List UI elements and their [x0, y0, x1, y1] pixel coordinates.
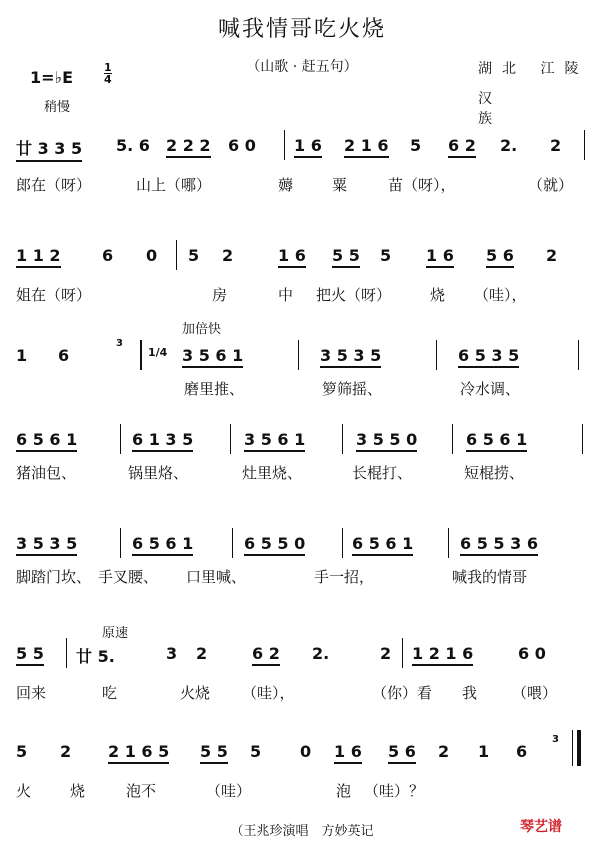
tempo-marking-original: 原速 [102, 626, 129, 641]
notes-row [16, 338, 588, 370]
notes-row [16, 136, 588, 160]
score-line-3 [16, 338, 588, 402]
note-group: 5. 6 [116, 136, 150, 155]
bar-line [176, 240, 177, 270]
note-group: 3 5 6 1 [244, 430, 305, 452]
lyric: 烧 [430, 286, 446, 304]
lyric: 脚踏门坎、 [16, 568, 92, 586]
note-group: 5 [16, 742, 28, 761]
lyric: 灶里烧、 [242, 464, 303, 482]
lyric: 吃 [102, 684, 118, 702]
bar-line [230, 424, 231, 454]
lyric: 山上（哪） [136, 176, 212, 194]
notes-row [16, 644, 588, 668]
note-group: 6 5 6 1 [132, 534, 193, 556]
note-group: 1 [16, 346, 28, 365]
note-group: 5 5 [200, 742, 228, 764]
note-group: 5 [250, 742, 262, 761]
performance-credit: （王兆珍演唱 方妙英记 [230, 824, 374, 839]
lyric: （哇） [206, 782, 252, 800]
note-group: 2 [222, 246, 234, 265]
lyric: 喊我的情哥 [452, 568, 528, 586]
time-signature-top: 1 [104, 61, 112, 74]
bar-line [342, 424, 343, 454]
note-group: 3 [166, 644, 178, 663]
note-group: 5 5 [332, 246, 360, 268]
bar-line [120, 528, 121, 558]
score-line-5 [16, 534, 588, 590]
lyric: 猪油包、 [16, 464, 77, 482]
song-subtitle: （山歌 · 赶五句） [246, 59, 358, 75]
lyric: 长棍打、 [352, 464, 413, 482]
note-group: 6 0 [518, 644, 546, 663]
lyric: （喂） [512, 684, 558, 702]
lyrics-row [16, 566, 588, 590]
lyric: 苗（呀）， [388, 176, 456, 194]
note-group: 1 2 1 6 [412, 644, 473, 666]
lyric: 锅里烙、 [128, 464, 189, 482]
note-group: 6 5 6 1 [16, 430, 77, 452]
note-group: 1 6 [294, 136, 322, 158]
lyric: 郎在（呀） [16, 176, 92, 194]
notes-row [16, 246, 588, 270]
note-group: 1 6 [278, 246, 306, 268]
lyric: 泡不 [126, 782, 157, 800]
note-group: 6 1 3 5 [132, 430, 193, 452]
bar-line [120, 424, 121, 454]
lyric: （哇）， [242, 684, 295, 702]
bar-line [66, 638, 67, 668]
lyric: 磨里推、 [184, 380, 245, 398]
note-group: 3 5 3 5 [16, 534, 77, 556]
lyrics-row [16, 682, 588, 706]
note-group: 2. [312, 644, 330, 663]
lyrics-row [16, 378, 588, 402]
note-group: 6 2 [252, 644, 280, 666]
note-group: 6 [102, 246, 114, 265]
lyric: 回来 [16, 684, 47, 702]
note-group: 0 [146, 246, 158, 265]
note-group: 2 [438, 742, 450, 761]
key-signature: 1=♭E [30, 68, 74, 87]
final-bar-line [577, 730, 581, 766]
note-group: 3 [552, 734, 559, 745]
lyric: 烧 [70, 782, 86, 800]
song-title: 喊我情哥吃火烧 [217, 17, 386, 42]
bar-line [584, 130, 585, 160]
lyric: 手叉腰、 [98, 568, 159, 586]
watermark-logo: 琴艺谱 [520, 819, 562, 835]
lyric: 手一招， [314, 568, 375, 586]
score-line-7 [16, 734, 588, 804]
note-group: 1 [478, 742, 490, 761]
note-group: 3 5 3 5 [320, 346, 381, 368]
lyric: 箩筛摇、 [322, 380, 383, 398]
lyric: 火烧 [180, 684, 211, 702]
note-group: 3 [116, 338, 123, 349]
lyric: （哇）， [474, 286, 527, 304]
lyric: 泡 [336, 782, 352, 800]
lyric: （你）看 [372, 684, 433, 702]
note-group: 3 5 5 0 [356, 430, 417, 452]
bar-line [452, 424, 453, 454]
lyric: 短棍捞、 [464, 464, 525, 482]
lyric: 冷水调、 [460, 380, 521, 398]
note-group: 2 2 2 [166, 136, 211, 158]
lyric: 粟 [332, 176, 348, 194]
note-group: 1 6 [426, 246, 454, 268]
notes-row [16, 430, 588, 454]
bar-line [298, 340, 299, 370]
bar-line [578, 340, 579, 370]
note-group: 5 6 [388, 742, 416, 764]
time-signature-bottom: 4 [104, 73, 112, 86]
bar-line [342, 528, 343, 558]
tempo-marking-faster: 加倍快 [182, 322, 222, 337]
note-group: 6 5 3 5 [458, 346, 519, 368]
note-group: 6 5 6 1 [352, 534, 413, 556]
bar-line [232, 528, 233, 558]
time-signature [104, 62, 112, 85]
note-group: 5 [380, 246, 392, 265]
note-group: 1 6 [334, 742, 362, 764]
note-group: 2 [196, 644, 208, 663]
note-group: 2 [60, 742, 72, 761]
bar-line [284, 130, 285, 160]
lyric: （哇）？ [364, 782, 425, 800]
tempo-marking-start: 稍慢 [44, 100, 71, 115]
lyric: （就） [528, 176, 574, 194]
note-group: 2 1 6 5 [108, 742, 169, 764]
lyric: 房 [212, 286, 228, 304]
lyric: 把火（呀） [316, 286, 392, 304]
lyrics-row [16, 174, 588, 198]
note-group: 6 5 5 0 [244, 534, 305, 556]
note-group: 2 [546, 246, 558, 265]
song-ethnic-group: 汉 族 [478, 91, 530, 127]
note-group: 2 [380, 644, 392, 663]
bar-line [402, 638, 403, 668]
note-group: 2 [550, 136, 562, 155]
note-group: 廿 3 3 5 [16, 136, 82, 162]
note-group: 2 1 6 [344, 136, 389, 158]
note-group: 5 [410, 136, 422, 155]
note-group: 5 [188, 246, 200, 265]
lyric: 口里喊、 [186, 568, 247, 586]
lyrics-row [16, 462, 588, 486]
lyric: 姐在（呀） [16, 286, 92, 304]
note-group: 5 5 [16, 644, 44, 666]
note-group: 0 [300, 742, 312, 761]
note-group: 2. [500, 136, 518, 155]
score-line-2 [16, 246, 588, 308]
notes-row [16, 734, 588, 766]
score-line-4 [16, 430, 588, 486]
note-group: 6 0 [228, 136, 256, 155]
song-region: 湖北 江陵 [478, 61, 589, 77]
note-group: 3 5 6 1 [182, 346, 243, 368]
note-group: 6 2 [448, 136, 476, 158]
score-line-6 [16, 644, 588, 706]
note-group: 6 [58, 346, 70, 365]
bar-line [582, 424, 583, 454]
note-group: 6 [516, 742, 528, 761]
lyric: 薅 [278, 176, 294, 194]
bar-line [448, 528, 449, 558]
lyric: 我 [462, 684, 478, 702]
bar-line [140, 340, 142, 370]
bar-line [436, 340, 437, 370]
note-group: 6 5 6 1 [466, 430, 527, 452]
bar-line [572, 730, 573, 766]
lyric: 火 [16, 782, 32, 800]
note-group: 1 1 2 [16, 246, 61, 268]
score-line-1 [16, 136, 588, 198]
lyrics-row [16, 284, 588, 308]
note-group: 5 6 [486, 246, 514, 268]
note-group: 廿 5. [76, 647, 115, 666]
lyric: 中 [278, 286, 294, 304]
notes-row [16, 534, 588, 558]
lyrics-row [16, 780, 588, 804]
time-change: 1/4 [148, 346, 168, 359]
note-group: 6 5 5 3 6 [460, 534, 538, 556]
